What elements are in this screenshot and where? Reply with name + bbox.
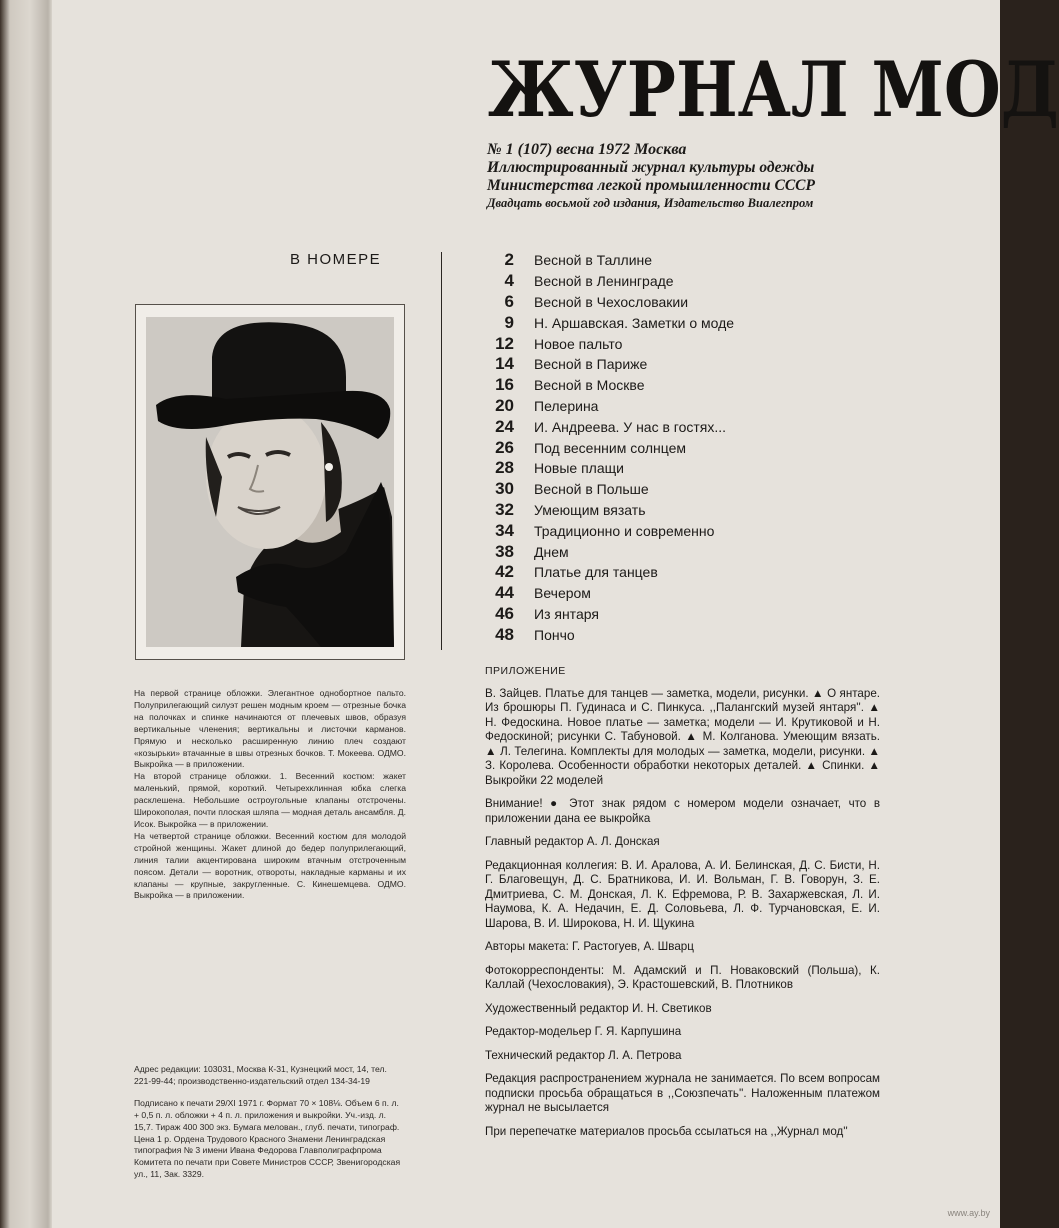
toc-title: Весной в Таллине	[534, 252, 653, 269]
toc-page: 2	[504, 250, 514, 270]
print-imprint: Подписано к печати 29/XI 1971 г. Формат 70 × 108⅛. Объем 6 п. л. + 0,5 п. л. обложки + 4 п. л. приложения и выкройки. Уч.-изд. л. 15,7. Тираж 400 300 экз. Бумага мелован., глуб. печати, типограф. Цена 1 р. Ордена Трудового Красного Знамени Ленинградская типография № 3 имени Ивана Федорова Главполиграфпрома Комитета по печати при Совете Министров СССР, Звенигородская ул., 11, Зак. 3329.	[134, 1097, 401, 1180]
portrait-illustration	[146, 317, 394, 647]
publisher-line: Двадцать восьмой год издания, Издательство Виалегпром	[487, 196, 814, 210]
toc-entry	[484, 416, 924, 437]
toc-entry	[484, 541, 924, 562]
layout-authors: Авторы макета: Г. Растогуев, А. Шварц	[485, 940, 694, 953]
toc-page: 28	[495, 458, 514, 478]
cover-descriptions	[134, 688, 406, 902]
toc-entry	[484, 437, 924, 458]
toc-entry	[484, 479, 924, 500]
toc-title: Весной в Чехословакии	[534, 293, 689, 310]
toc-page: 9	[504, 312, 514, 332]
cover-note-first: На первой странице обложки. Элегантное однобортное пальто. Полуприлегающий силуэт решен модным кроем — отрезные бочка на полочках и спинке начинаются от плечевых швов, образуя вертикальные членения; вертикальны и листочки карманов. Прямую и несколько расширенную линию плеч создают «козырьки» втачанные в швы отрезных бочков. Т. Мокеева. ОДМО. Выкройка — в приложении.	[134, 688, 406, 770]
toc-entry	[484, 500, 924, 521]
toc-entry	[484, 354, 924, 375]
toc-entry	[484, 396, 924, 417]
toc-page: 48	[495, 624, 514, 644]
journal-description: Иллюстрированный журнал культуры одежды	[487, 159, 815, 176]
page-spine	[0, 0, 52, 1228]
masthead-title: ЖУРНАЛ МОД	[488, 45, 1059, 134]
site-watermark: www.ay.by	[947, 1208, 990, 1218]
toc-page: 20	[495, 395, 514, 415]
toc-title: Из янтаря	[534, 605, 599, 622]
photo-correspondents: Фотокорреспонденты: М. Адамский и П. Новаковский (Польша), К. Каллай (Чехословакия), Э. Крастошевский, В. Плотников	[485, 963, 880, 991]
distribution-note: Редакция распространением журнала не занимается. По всем вопросам подписки просьба обращаться в ,,Союзпечать''. Наложенным платежом журнал не высылается	[485, 1072, 880, 1114]
issue-line: № 1 (107) весна 1972 Москва	[487, 141, 687, 158]
toc-title: Новые плащи	[534, 460, 624, 477]
toc-page: 14	[495, 354, 514, 374]
toc-page: 30	[495, 479, 514, 499]
toc-page: 26	[495, 437, 514, 457]
cover-note-second: На второй странице обложки. 1. Весенний костюм: жакет маленький, прямой, короткий. Четырехклинная юбка слегка расклешена. Небольшие остроугольные клапаны отстрочены. Широкополая, почти плоская шляпа — модная деталь ансамбля. Д. Исок. Выкройка — в приложении.	[134, 771, 406, 829]
toc-entry	[484, 624, 924, 645]
toc-title: Новое пальто	[534, 335, 623, 352]
technical-editor: Технический редактор Л. А. Петрова	[485, 1048, 682, 1062]
toc-page: 44	[495, 583, 514, 603]
toc-page: 16	[495, 375, 514, 395]
toc-entry	[484, 375, 924, 396]
toc-title: Весной в Париже	[534, 356, 648, 373]
art-editor: Художественный редактор И. Н. Светиков	[485, 1001, 712, 1015]
toc-title: Пелерина	[534, 397, 599, 414]
appendix-body: В. Зайцев. Платье для танцев — заметка, модели, рисунки. ▲ О янтаре. Из брошюры П. Гудинаса и С. Пинкуса. ,,Палангский музей янтаря''. ▲ Н. Федоскина. Новое платье — заметка; модели — И. Крутиковой и Н. Федоскиной; рисунки С. Табуновой. ▲ М. Колганова. Умеющим вязать. ▲ Л. Телегина. Комплекты для молодых — заметка, модели, рисунки. ▲ З. Королева. Особенности обработки некоторых деталей. ▲ Спинки. ▲ Выкройки 22 моделей	[485, 686, 880, 787]
toc-page: 24	[495, 416, 514, 436]
toc-title: Весной в Ленинграде	[534, 273, 674, 290]
masthead-subhead	[487, 140, 927, 211]
toc-page: 34	[495, 520, 514, 540]
toc-title: Вечером	[534, 585, 591, 602]
editorial-board: Редакционная коллегия: В. И. Аралова, А. И. Белинская, Д. С. Бисти, Н. Г. Благовещун, Д. С. Братникова, И. И. Вольман, Г. В. Говорун, З. Е. Дмитриева, С. М. Донская, Л. К. Ефремова, Р. В. Захаржевская, Л. И. Наумова, К. А. Недачин, Е. Д. Соловьева, Л. Ф. Турчановская, Е. И. Шарова, В. И. Широкова, Н. И. Щукина	[485, 858, 880, 930]
toc-entry	[484, 604, 924, 625]
pattern-notice: Внимание! ● Этот знак рядом с номером модели означает, что в приложении дана ее выкройка	[485, 797, 880, 825]
appendix-and-credits	[485, 664, 880, 1148]
toc-entry	[484, 520, 924, 541]
toc-page: 32	[495, 499, 514, 519]
toc-page: 6	[504, 291, 514, 311]
toc-title: Пончо	[534, 626, 575, 643]
toc-title: Платье для танцев	[534, 564, 658, 581]
toc-entry	[484, 583, 924, 604]
toc-entry	[484, 562, 924, 583]
toc-entry	[484, 312, 924, 333]
toc-entry	[484, 271, 924, 292]
appendix-heading: ПРИЛОЖЕНИЕ	[485, 665, 566, 677]
toc-entry	[484, 250, 924, 271]
toc-entry	[484, 458, 924, 479]
in-issue-heading: В НОМЕРЕ	[290, 251, 382, 268]
editorial-address: Адрес редакции: 103031, Москва К-31, Кузнецкий мост, 14, тел. 221-99-44; производственно-издательский отдел 134-34-19	[134, 1064, 387, 1086]
chief-editor: Главный редактор А. Л. Донская	[485, 835, 660, 848]
toc-title: И. Андреева. У нас в гостях...	[534, 418, 727, 435]
column-divider	[441, 252, 442, 650]
ministry-line: Министерства легкой промышленности СССР	[487, 177, 815, 194]
publication-info	[134, 1064, 406, 1191]
editor-modeler: Редактор-модельер Г. Я. Карпушина	[485, 1025, 682, 1038]
table-of-contents	[484, 250, 924, 645]
cover-photo-frame	[135, 304, 405, 660]
woman-in-hat-photo	[146, 317, 394, 647]
reprint-note: При перепечатке материалов просьба ссылаться на ,,Журнал мод''	[485, 1124, 848, 1138]
toc-page: 46	[495, 603, 514, 623]
cover-note-fourth: На четвертой странице обложки. Весенний костюм для молодой стройной женщины. Жакет длиной до бедер полуприлегающий, линия талии акцентирована широким втачным отстроченным поясом. Детали — воротник, отвороты, накладные карманы и их клапаны — крупные, закругленные. С. Кинешемцева. ОДМО. Выкройка — в приложении.	[134, 830, 406, 901]
toc-entry	[484, 333, 924, 354]
toc-page: 12	[495, 333, 514, 353]
toc-page: 38	[495, 541, 514, 561]
toc-title: Умеющим вязать	[534, 501, 646, 518]
toc-title: Днем	[534, 543, 569, 560]
toc-page: 4	[504, 271, 514, 291]
toc-title: Традиционно и современно	[534, 522, 715, 539]
toc-title: Весной в Москве	[534, 377, 645, 394]
toc-entry	[484, 292, 924, 313]
toc-page: 42	[495, 562, 514, 582]
toc-title: Н. Аршавская. Заметки о моде	[534, 314, 735, 331]
toc-title: Весной в Польше	[534, 481, 649, 498]
toc-title: Под весенним солнцем	[534, 439, 687, 456]
